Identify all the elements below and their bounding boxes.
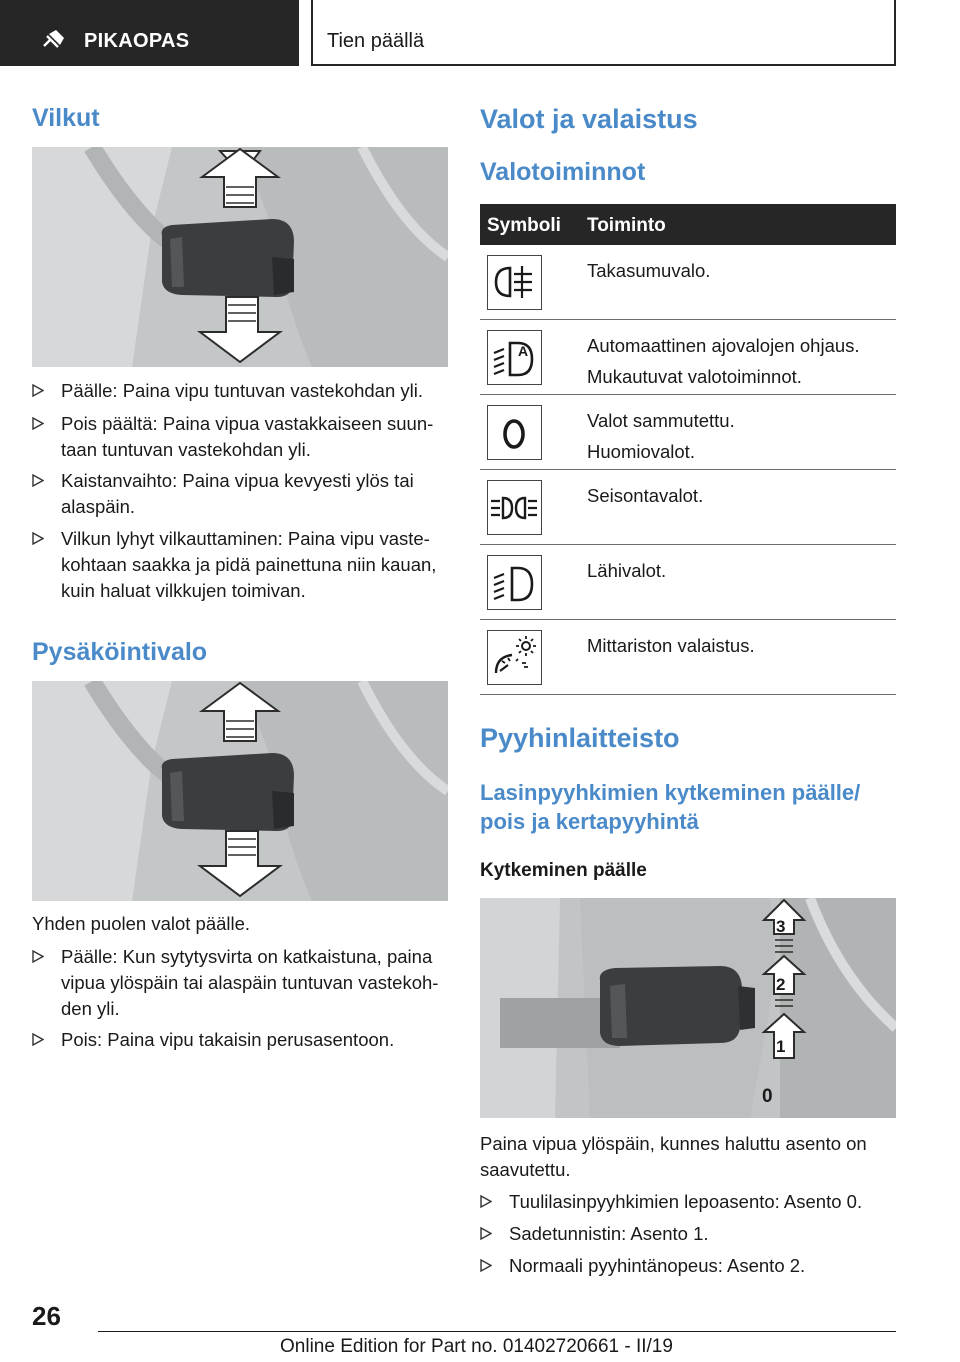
heading-valotoiminnot: Valotoiminnot	[480, 158, 646, 186]
rear-fog-light-icon	[487, 255, 542, 310]
table-row	[480, 470, 896, 545]
heading-lasinpyyhkimien: Lasinpyyhkimien kytkeminen päälle/ pois ja kertapyyhintä	[480, 780, 861, 834]
heading-vilkut: Vilkut	[32, 104, 100, 132]
function-text: Valot sammutettu. Huomiovalot.	[587, 410, 735, 462]
bullet-triangle-icon	[480, 1227, 492, 1240]
header-tab-label: PIKAOPAS	[84, 30, 190, 52]
bullet-triangle-icon	[32, 532, 44, 545]
table-row	[480, 395, 896, 470]
bullet-triangle-icon	[32, 384, 44, 397]
list-item: Pois päältä: Paina vipua vastakkaiseen suun- taan tuntuvan vastekohdan yli.	[32, 411, 448, 463]
list-item: Päälle: Paina vipu tuntuvan vastekohdan yli.	[32, 378, 448, 404]
low-beam-icon	[487, 555, 542, 610]
bullet-triangle-icon	[32, 950, 44, 963]
column-header-toiminto: Toiminto	[587, 215, 666, 236]
list-item: Tuulilasinpyyhkimien lepoasento: Asento 0.	[480, 1189, 896, 1215]
bullet-triangle-icon	[480, 1195, 492, 1208]
table-row	[480, 245, 896, 320]
parking-light-lever-photo	[32, 681, 448, 901]
lights-off-icon	[487, 405, 542, 460]
list-item: Vilkun lyhyt vilkauttaminen: Paina vipu vaste- kohtaan saakka ja pidä painettuna niin kauan, kuin haluat vilkkujen toimivan.	[32, 526, 448, 604]
parking-lights-icon	[487, 480, 542, 535]
wiper-position-3: 3	[776, 917, 786, 936]
footer-edition: Online Edition for Part no. 01402720661 - II/19	[280, 1336, 673, 1357]
list-item: Pois: Paina vipu takaisin perusasentoon.	[32, 1027, 448, 1053]
table-header	[480, 204, 896, 245]
function-text: Seisontavalot.	[587, 485, 704, 506]
automatic-headlight-icon	[487, 330, 542, 385]
heading-pysakointivalo: Pysäköintivalo	[32, 638, 208, 666]
bullet-triangle-icon	[32, 474, 44, 487]
turn-signal-lever-photo	[32, 147, 448, 367]
bullet-triangle-icon	[32, 417, 44, 430]
list-item: Sadetunnistin: Asento 1.	[480, 1221, 896, 1247]
header-section-label: Tien päällä	[327, 30, 425, 52]
table-row	[480, 545, 896, 620]
function-text: Mittariston valaistus.	[587, 635, 755, 656]
footer-divider	[98, 1331, 896, 1332]
light-functions-table	[480, 204, 896, 695]
heading-valot-ja-valaistus: Valot ja valaistus	[480, 104, 698, 134]
function-text: Takasumuvalo.	[587, 260, 711, 281]
list-item: Päälle: Kun sytytysvirta on katkaistuna, paina vipua ylöspäin tai alaspäin tuntuvan vastekoh- den yli.	[32, 944, 448, 1022]
column-header-symboli: Symboli	[487, 215, 561, 236]
bullet-triangle-icon	[480, 1259, 492, 1272]
list-item: Normaali pyyhintänopeus: Asento 2.	[480, 1253, 896, 1279]
heading-pyyhinlaitteisto: Pyyhinlaitteisto	[480, 723, 680, 753]
table-row	[480, 620, 896, 695]
header-tab-pikaopas[interactable]	[0, 0, 299, 66]
pysakointi-intro: Yhden puolen valot päälle.	[32, 913, 251, 934]
wiper-position-1: 1	[776, 1037, 786, 1056]
pushpin-icon	[40, 28, 66, 50]
heading-kytkeminen-paalle: Kytkeminen päälle	[480, 860, 647, 881]
wiper-position-2: 2	[776, 975, 786, 994]
bullet-triangle-icon	[32, 1033, 44, 1046]
list-item: Kaistanvaihto: Paina vipua kevyesti ylös tai alaspäin.	[32, 468, 448, 520]
function-text: Lähivalot.	[587, 560, 667, 581]
instrument-lighting-icon	[487, 630, 542, 685]
wiper-lever-photo	[480, 898, 896, 1118]
wiper-intro: Paina vipua ylöspäin, kunnes haluttu asento on saavutettu.	[480, 1133, 867, 1180]
function-text: Automaattinen ajovalojen ohjaus. Mukautuvat valotoiminnot.	[587, 335, 860, 387]
wiper-position-0: 0	[762, 1086, 773, 1107]
svg-text:A: A	[517, 343, 529, 359]
table-row	[480, 320, 896, 395]
header-section	[311, 0, 896, 66]
page-number: 26	[32, 1301, 61, 1331]
